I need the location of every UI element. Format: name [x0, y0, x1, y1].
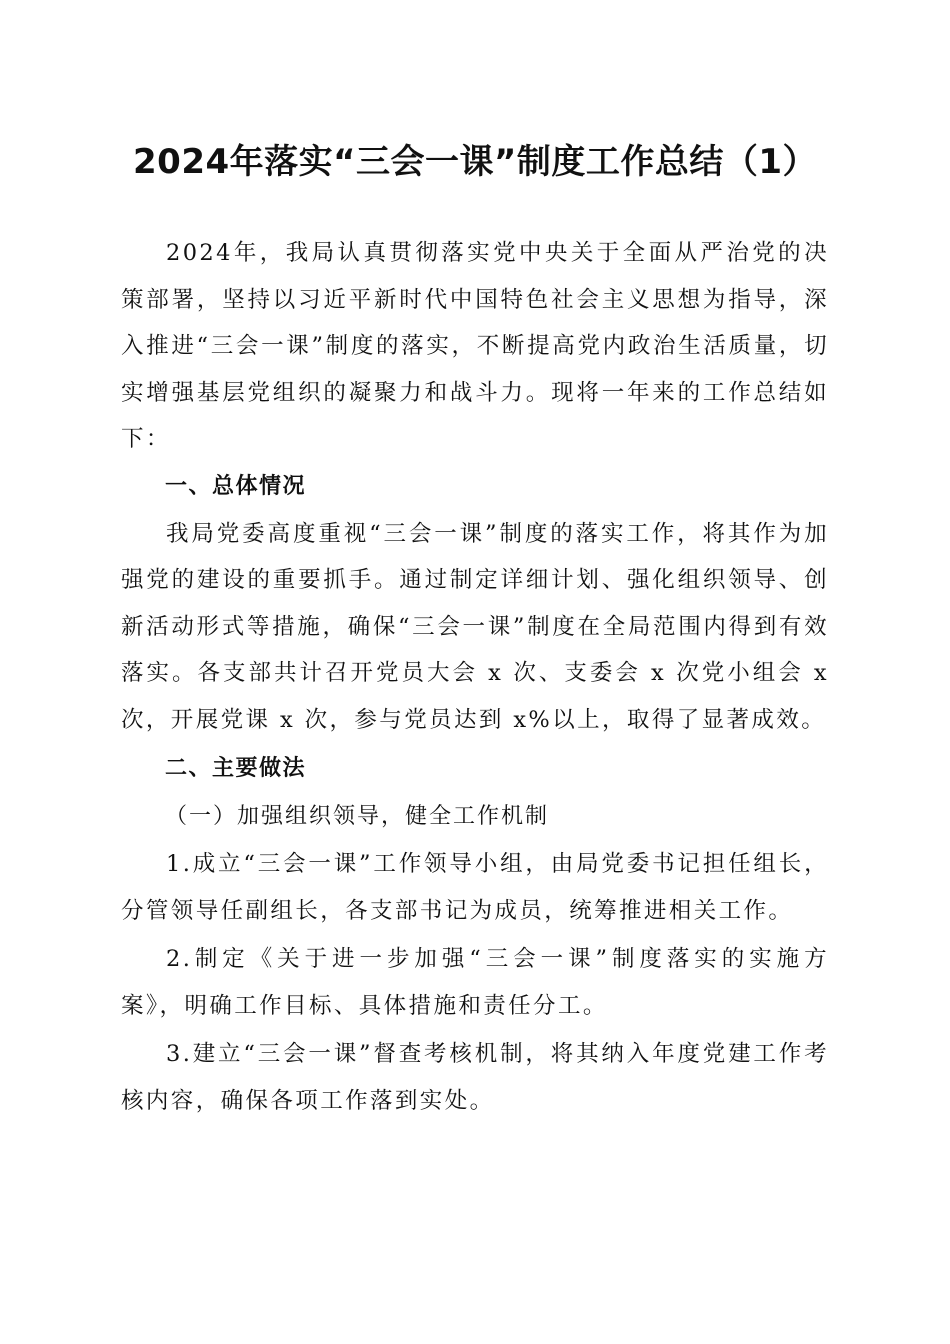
section-heading-methods: 二、主要做法 — [165, 756, 307, 781]
subsection-heading-leadership: （一）加强组织领导，健全工作机制 — [165, 804, 550, 829]
list-item: 3.建立“三会一课”督查考核机制，将其纳入年度党建工作考核内容，确保各项工作落到实处。 — [121, 1041, 829, 1114]
intro-paragraph: 2024年，我局认真贯彻落实党中央关于全面从严治党的决策部署，坚持以习近平新时代中国特色社会主义思想为指导，深入推进“三会一课”制度的落实，不断提高党内政治生活质量，切实增强基层党组织的凝聚力和战斗力。现将一年来的工作总结如下： — [121, 240, 829, 452]
document-title: 2024年落实“三会一课”制度工作总结（1） — [133, 142, 817, 182]
list-item: 2.制定《关于进一步加强“三会一课”制度落实的实施方案》，明确工作目标、具体措施和责任分工。 — [121, 946, 829, 1019]
section-heading-overview: 一、总体情况 — [165, 473, 307, 499]
overview-paragraph: 我局党委高度重视“三会一课”制度的落实工作，将其作为加强党的建设的重要抓手。通过制定详细计划、强化组织领导、创新活动形式等措施，确保“三会一课”制度在全局范围内得到有效落实。各支部共计召开党员大会 x 次、支委会 x 次党小组会 x 次，开展党课 x 次，参与党员达到 x%以上，取得了显著成效。 — [121, 520, 829, 733]
list-item: 1.成立“三会一课”工作领导小组，由局党委书记担任组长，分管领导任副组长，各支部书记为成员，统筹推进相关工作。 — [121, 851, 829, 924]
document-body — [121, 230, 829, 1124]
